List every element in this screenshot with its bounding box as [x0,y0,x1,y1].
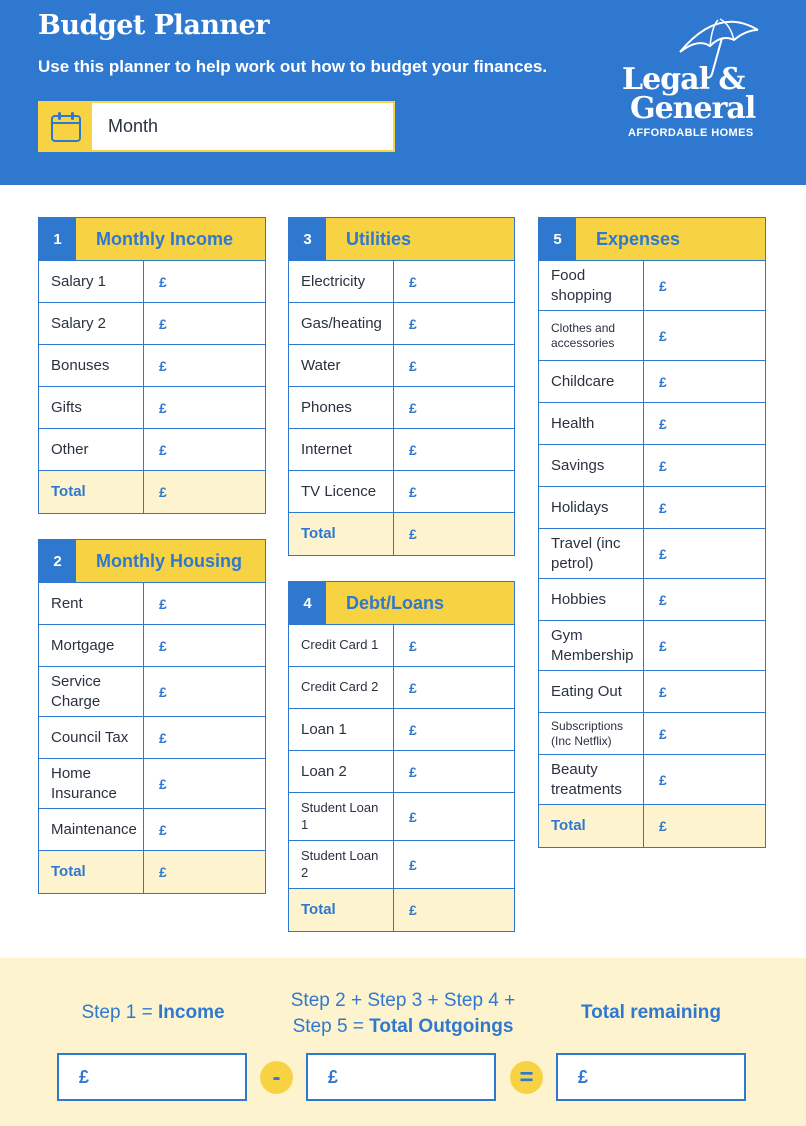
row-label: Bonuses [39,345,144,386]
row-label: Gas/heating [289,303,394,344]
table-utilities [288,217,515,556]
amount-field[interactable]: £ [159,775,167,792]
amount-field[interactable]: £ [409,357,417,374]
table-row [539,487,765,529]
table-row [289,261,514,303]
table-row [539,445,765,487]
amount-field[interactable]: £ [409,637,417,654]
table-row [289,841,514,889]
row-label: Mortgage [39,625,144,666]
step1-label: Step 1 = Income [81,1002,225,1023]
table-row [39,625,265,667]
row-label: Council Tax [39,717,144,758]
header-banner [0,0,806,185]
amount-field[interactable]: £ [159,595,167,612]
remaining-label: Total remaining [580,1002,722,1023]
amount-field[interactable]: £ [159,637,167,654]
amount-field[interactable]: £ [159,821,167,838]
table-row [39,583,265,625]
amount-field[interactable]: £ [659,771,667,788]
amount-field[interactable]: £ [159,441,167,458]
table-expenses [538,217,766,848]
row-label: Internet [289,429,394,470]
amount-field[interactable]: £ [159,683,167,700]
amount-field[interactable]: £ [659,637,667,654]
equals-icon: = [510,1061,543,1094]
table-row [289,709,514,751]
table-header [39,218,265,261]
table-row [289,667,514,709]
legal-general-logo [618,14,768,144]
table-row [289,303,514,345]
amount-field[interactable]: £ [159,729,167,746]
amount-field[interactable]: £ [409,721,417,738]
row-label: Loan 1 [289,709,394,750]
total-amount-field[interactable]: £ [409,526,417,542]
table-row [39,759,265,809]
table-header [539,218,765,261]
row-label: Phones [289,387,394,428]
row-label: Savings [539,445,644,486]
total-amount-field[interactable]: £ [659,818,667,834]
section-number: 1 [39,218,76,260]
row-label: Gifts [39,387,144,428]
row-label: Holidays [539,487,644,528]
remaining-total-field[interactable]: £ [556,1053,746,1101]
page-subtitle: Use this planner to help work out how to budget your finances. [38,57,548,76]
amount-field[interactable]: £ [409,763,417,780]
table-monthly-income [38,217,266,514]
row-label: Salary 2 [39,303,144,344]
total-label: Total [39,851,144,893]
row-label: Eating Out [539,671,644,712]
row-label: Childcare [539,361,644,402]
total-label: Total [39,471,144,513]
table-row [289,793,514,841]
row-label: Maintenance [39,809,144,850]
row-label: Beauty treatments [539,755,644,804]
amount-field[interactable]: £ [659,499,667,516]
total-row [39,851,265,893]
row-label: Student Loan 2 [289,841,394,888]
amount-field[interactable]: £ [409,441,417,458]
row-label: Loan 2 [289,751,394,792]
amount-field[interactable]: £ [159,399,167,416]
outgoings-total-field[interactable]: £ [306,1053,496,1101]
amount-field[interactable]: £ [659,457,667,474]
table-row [39,667,265,717]
row-label: Subscriptions (Inc Netflix) [539,713,644,754]
row-label: Rent [39,583,144,624]
amount-field[interactable]: £ [659,415,667,432]
total-row [539,805,765,847]
row-label: Electricity [289,261,394,302]
amount-field[interactable]: £ [659,545,667,562]
amount-field[interactable]: £ [659,725,667,742]
table-row [289,387,514,429]
total-row [289,889,514,931]
section-number: 3 [289,218,326,260]
amount-field[interactable]: £ [159,273,167,290]
table-row [289,429,514,471]
month-field[interactable] [38,101,395,152]
row-label: Gym Membership [539,621,644,670]
table-header [289,582,514,625]
row-label: Hobbies [539,579,644,620]
amount-field[interactable]: £ [659,373,667,390]
table-row [539,403,765,445]
table-row [289,625,514,667]
logo-text-line2: General [630,91,756,126]
total-row [39,471,265,513]
total-amount-field[interactable]: £ [159,484,167,500]
section-title: Monthly Income [96,228,234,249]
amount-field[interactable]: £ [159,315,167,332]
amount-field[interactable]: £ [659,277,667,294]
logo-text-line1: Legal & [622,62,745,97]
summary-section [0,958,806,1126]
table-row [39,345,265,387]
amount-field[interactable]: £ [409,808,417,825]
amount-field[interactable]: £ [409,315,417,332]
table-row [539,755,765,805]
section-title: Expenses [596,228,681,249]
table-row [539,713,765,755]
row-label: Service Charge [39,667,144,716]
total-amount-field[interactable]: £ [159,864,167,880]
table-row [39,261,265,303]
calendar-icon [40,103,92,150]
row-label: Student Loan 1 [289,793,394,840]
table-header [39,540,265,583]
outgoings-label: Step 2 + Step 3 + Step 4 + Step 5 = Total Outgoings [290,990,516,1037]
table-row [539,671,765,713]
table-debt-loans [288,581,515,932]
row-label: Health [539,403,644,444]
table-row [39,809,265,851]
row-label: Salary 1 [39,261,144,302]
total-row [289,513,514,555]
amount-field[interactable]: £ [659,327,667,344]
section-number: 4 [289,582,326,624]
row-label: Travel (inc petrol) [539,529,644,578]
table-row [539,361,765,403]
amount-field[interactable]: £ [409,856,417,873]
section-number: 5 [539,218,576,260]
section-number: 2 [39,540,76,582]
row-label: Clothes and accessories [539,311,644,360]
page-title: Budget Planner [38,10,269,41]
table-row [539,311,765,361]
section-title: Utilities [346,228,412,249]
amount-field[interactable]: £ [409,679,417,696]
total-label: Total [289,513,394,555]
month-label: Month [108,116,159,136]
table-row [39,429,265,471]
row-label: TV Licence [289,471,394,512]
income-total-field[interactable]: £ [57,1053,247,1101]
table-row [539,621,765,671]
section-title: Debt/Loans [346,592,445,613]
table-row [289,471,514,513]
logo-subtext: AFFORDABLE HOMES [628,127,754,139]
section-title: Monthly Housing [96,550,242,571]
amount-field[interactable]: £ [409,273,417,290]
row-label: Water [289,345,394,386]
row-label: Home Insurance [39,759,144,808]
total-label: Total [289,889,394,931]
total-amount-field[interactable]: £ [409,902,417,918]
table-row [39,387,265,429]
amount-field[interactable]: £ [409,483,417,500]
amount-field[interactable]: £ [659,591,667,608]
table-monthly-housing [38,539,266,894]
table-row [539,579,765,621]
amount-field[interactable]: £ [659,683,667,700]
total-label: Total [539,805,644,847]
table-row [539,261,765,311]
table-row [39,717,265,759]
row-label: Credit Card 1 [289,625,394,666]
amount-field[interactable]: £ [159,357,167,374]
amount-field[interactable]: £ [409,399,417,416]
row-label: Credit Card 2 [289,667,394,708]
table-row [539,529,765,579]
minus-icon: - [260,1061,293,1094]
row-label: Food shopping [539,261,644,310]
row-label: Other [39,429,144,470]
table-row [39,303,265,345]
table-row [289,751,514,793]
table-row [289,345,514,387]
table-header [289,218,514,261]
